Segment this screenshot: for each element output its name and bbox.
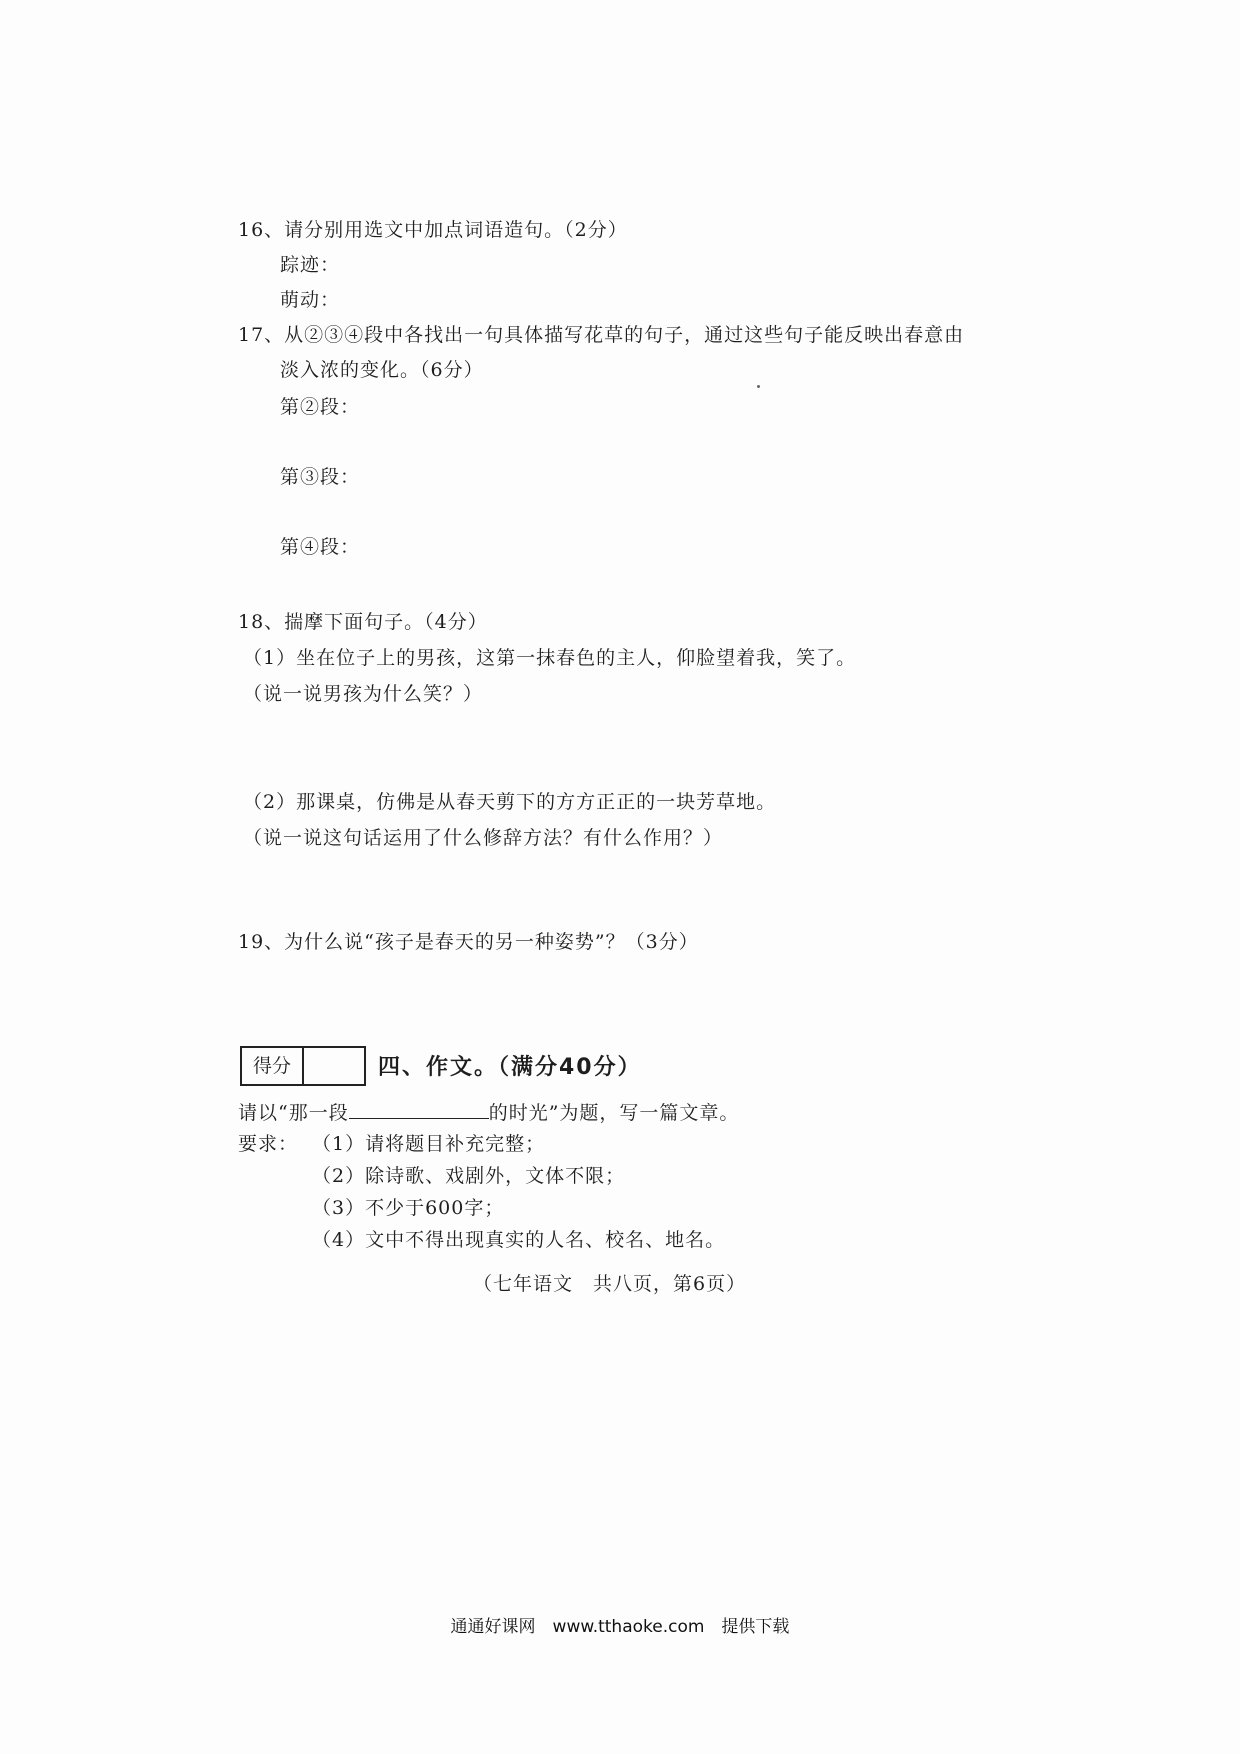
score-blank-cell[interactable] [304,1048,364,1084]
requirement-1: （1）请将题目补充完整； [312,1133,546,1155]
q16-item-sprout: 萌动： [280,289,341,311]
q17-paragraph-4: 第④段： [280,536,361,558]
question-17: 17、从②③④段中各找出一句具体描写花草的句子，通过这些句子能反映出春意由 [238,324,965,346]
q18-sentence-1: （1）坐在位子上的男孩，这第一抹春色的主人，仰脸望着我，笑了。 [243,647,857,669]
requirement-2: （2）除诗歌、戏剧外，文体不限； [312,1165,626,1187]
q18-sentence-2: （2）那课桌，仿佛是从春天剪下的方方正正的一块芳草地。 [243,791,777,813]
requirements-label: 要求： [238,1133,299,1155]
prompt-before: 请以“那一段 [238,1102,349,1124]
composition-prompt [238,1100,739,1125]
scan-speck [757,385,760,388]
requirement-4: （4）文中不得出现真实的人名、校名、地名。 [312,1229,726,1251]
q17-paragraph-2: 第②段： [280,396,361,418]
question-17-cont: 淡入浓的变化。（6分） [280,359,484,381]
requirement-3: （3）不少于600字； [312,1197,505,1219]
prompt-after: 的时光”为题，写一篇文章。 [488,1102,740,1124]
score-label: 得分 [242,1048,304,1084]
q18-prompt-2: （说一说这句话运用了什么修辞方法？有什么作用？） [243,827,724,849]
question-16: 16、请分别用选文中加点词语造句。（2分） [238,219,628,241]
question-18: 18、揣摩下面句子。（4分） [238,611,488,633]
q17-paragraph-3: 第③段： [280,466,361,488]
score-box [240,1046,366,1086]
question-19: 19、为什么说“孩子是春天的另一种姿势”？（3分） [238,931,699,953]
q16-item-trace: 踪迹： [280,254,341,276]
page-footer: （七年语文 共八页，第6页） [473,1273,747,1295]
title-blank[interactable] [349,1100,489,1119]
q18-prompt-1: （说一说男孩为什么笑？） [243,683,484,705]
source-footer: 通通好课网 www.tthaoke.com 提供下载 [450,1617,790,1637]
section-title-composition: 四、作文。（满分40分） [378,1055,642,1080]
